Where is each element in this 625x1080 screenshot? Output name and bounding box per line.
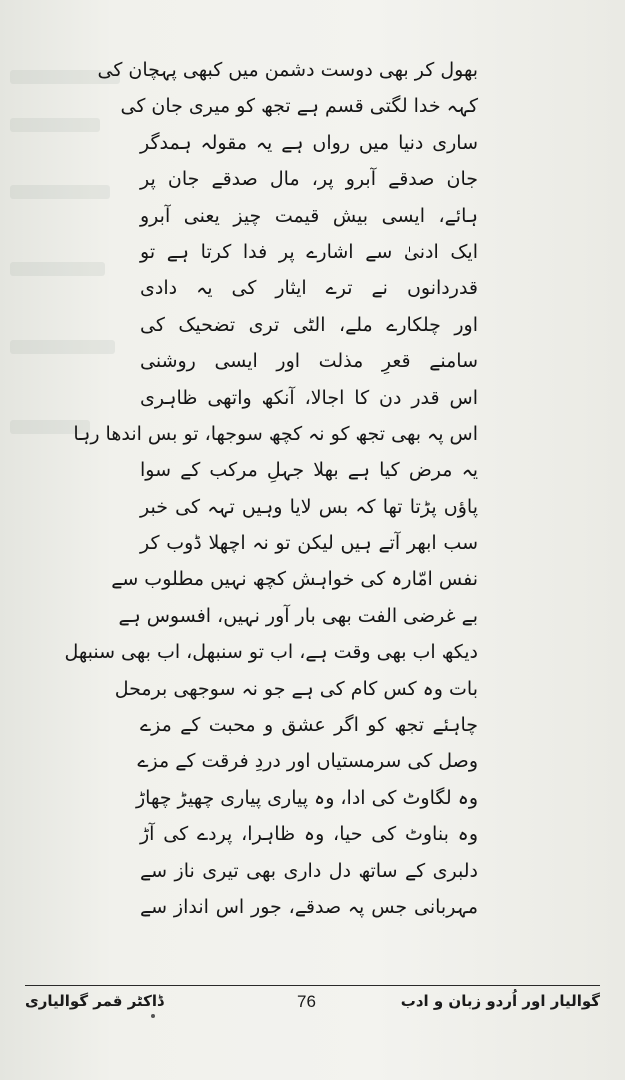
poem-line: نفس امّارہ کی خواہش کچھ نہیں مطلوب سے xyxy=(111,568,478,591)
bleed-through-mark xyxy=(10,262,105,276)
poem-line: وصل کی سرمستیاں اور دردِ فرقت کے مزے xyxy=(137,750,478,773)
poem-line: سب ابھر آتے ہیں لیکن تو نہ اچھلا ڈوب کر xyxy=(140,532,478,555)
bleed-through-mark xyxy=(10,118,100,132)
poem-line: دیکھ اب بھی وقت ہے، اب تو سنبھل، اب بھی سنبھل xyxy=(64,641,478,664)
poem-line: قدردانوں نے ترے ایثار کی یہ دادی xyxy=(140,277,478,300)
poem-line: سامنے قعرِ مذلت اور ایسی روشنی xyxy=(140,350,478,373)
footer-author: ڈاکٹر قمر گوالیاری xyxy=(25,992,164,1010)
poem-line: مہربانی جس پہ صدقے، جور اس انداز سے xyxy=(140,895,478,918)
bleed-through-mark xyxy=(10,340,115,354)
poem-line: ہائے، ایسی بیش قیمت چیز یعنی آبرو xyxy=(140,204,478,227)
page-footer xyxy=(25,992,600,1022)
poem-line: کہہ خدا لگتی قسم ہے تجھ کو میری جان کی xyxy=(120,95,478,118)
poem-line: بے غرضی الفت بھی بار آور نہیں، افسوس ہے xyxy=(118,604,478,627)
poem-line: دلبری کے ساتھ دل داری بھی تیری ناز سے xyxy=(140,859,478,882)
poem-text-block xyxy=(64,52,478,925)
poem-line: اس قدر دن کا اجالا، آنکھ واتھی ظاہری xyxy=(140,386,478,409)
poem-line: جان صدقے آبرو پر، مال صدقے جان پر xyxy=(140,168,478,191)
poem-line: بھول کر بھی دوست دشمن میں کبھی پہچان کی xyxy=(97,59,478,81)
poem-line: چاہئے تجھ کو اگر عشق و محبت کے مزے xyxy=(140,714,478,737)
poem-line: ساری دنیا میں رواں ہے یہ مقولہ ہمدگر xyxy=(140,131,478,154)
footer-divider xyxy=(25,985,600,986)
poem-line: یہ مرض کیا ہے بھلا جہلِ مرکب کے سوا xyxy=(140,459,478,482)
poem-line: وہ لگاوٹ کی ادا، وہ پیاری پیاری چھیڑ چھاڑ xyxy=(136,786,478,809)
poem-line: وہ بناوٹ کی حیا، وہ ظاہرا، پردے کی آڑ xyxy=(140,823,478,846)
poem-line: پاؤں پڑتا تھا کہ بس لایا وہیں تہہ کی خبر xyxy=(140,495,478,518)
ink-speck xyxy=(151,1014,155,1018)
poem-line: اس پہ بھی تجھ کو نہ کچھ سوجھا، تو بس اندھا رہا xyxy=(73,422,478,445)
bleed-through-mark xyxy=(10,185,110,199)
poem-line: بات وہ کس کام کی ہے جو نہ سوجھی برمحل xyxy=(114,677,478,700)
footer-book-title: گوالیار اور اُردو زبان و ادب xyxy=(400,992,600,1010)
poem-line: اور چلکارے ملے، الٹی تری تضحیک کی xyxy=(140,313,478,336)
poem-line: ایک ادنیٰ سے اشارے پر فدا کرتا ہے تو xyxy=(140,240,478,263)
page-number: 76 xyxy=(297,992,316,1011)
